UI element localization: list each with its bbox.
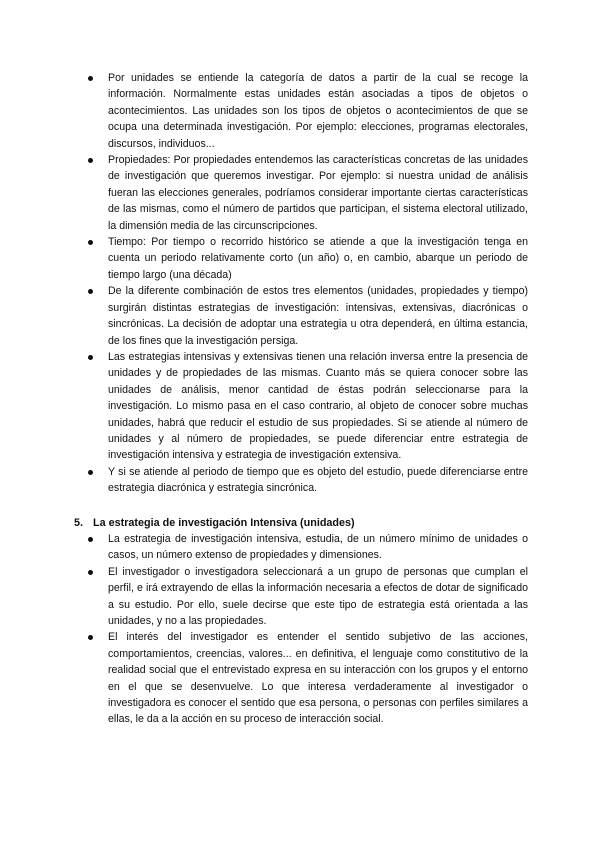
list-item-text: El interés del investigador es entender el sentido subjetivo de las acciones, comportamientos, creencias, valores... en definitiva, el lenguaje como constitutivo de la realidad social que el entrevistado expresa en su interacción con los grupos y el entorno en el que se desenvuelve. Lo que interesa verdaderamente al investigador o investigadora es conocer el sentido que esa persona, o personas con perfiles similares a ellas, le da a la acción en su proceso de interacción social. bbox=[108, 631, 528, 726]
section-number: 5. bbox=[74, 516, 84, 529]
list-item bbox=[88, 531, 528, 564]
list-item-text: Las estrategias intensivas y extensivas tienen una relación inversa entre la presencia de unidades y de propiedades de las mismas. Cuanto más se quiera conocer sobre las unidades de análisis, menor cantidad de éstas podrán seleccionarse para la investigación. Lo mismo pasa en el caso contrario, al objeto de conocer sobre muchas unidades, habrá que reducir el estudio de sus propiedades. Si se atiende al número de unidades y al número de propiedades, se puede diferenciar entre estrategia de investigación intensiva y estrategia de investigación extensiva. bbox=[108, 350, 528, 462]
list-item bbox=[88, 70, 528, 152]
list-item bbox=[88, 564, 528, 630]
bullet-icon bbox=[88, 289, 93, 294]
list-item bbox=[88, 629, 528, 727]
list-item-text: La estrategia de investigación intensiva, estudia, de un número mínimo de unidades o casos, un número extenso de propiedades y dimensiones. bbox=[108, 532, 528, 562]
list-item bbox=[88, 283, 528, 349]
section-heading bbox=[74, 515, 528, 531]
list-item bbox=[88, 234, 528, 283]
bullet-icon bbox=[88, 240, 93, 245]
bullet-icon bbox=[88, 76, 93, 81]
list-item-text: Propiedades: Por propiedades entendemos las características concretas de las unidades de investigación que queremos investigar. Por ejemplo: si nuestra unidad de análisis fueran las elecciones generales, podríamos considerar importante ciertas características de las mismas, como el número de partidos que participan, el sistema electoral utilizado, la dimensión media de las circunscripciones. bbox=[108, 154, 528, 232]
bullet-icon bbox=[88, 470, 93, 475]
bullet-list-section-1 bbox=[88, 70, 528, 497]
bullet-icon bbox=[88, 635, 93, 640]
list-item-text: Tiempo: Por tiempo o recorrido histórico se atiende a que la investigación tenga en cuenta un periodo relativamente corto (un año) o, en cambio, abarque un periodo de tiempo largo (una década) bbox=[108, 236, 528, 281]
bullet-icon bbox=[88, 355, 93, 360]
bullet-list-section-5 bbox=[88, 531, 528, 728]
list-item-text: El investigador o investigadora seleccionará a un grupo de personas que cumplan el perfil, e irá extrayendo de ellas la información necesaria a efectos de dotar de significado a su estudio. Por ello, suele decirse que este tipo de estrategia está orientada a las unidades, y no a las propiedades. bbox=[108, 565, 528, 627]
bullet-icon bbox=[88, 570, 93, 575]
section-title: La estrategia de investigación Intensiva (unidades) bbox=[93, 516, 355, 529]
bullet-icon bbox=[88, 537, 93, 542]
list-item-text: De la diferente combinación de estos tres elementos (unidades, propiedades y tiempo) surgirán distintas estrategias de investigación: intensivas, extensivas, diacrónicas o sincrónicas. La decisión de adoptar una estrategia u otra dependerá, en última estancia, de los fines que la investigación persiga. bbox=[108, 285, 528, 347]
list-item bbox=[88, 349, 528, 464]
list-item-text: Por unidades se entiende la categoría de datos a partir de la cual se recoge la información. Normalmente estas unidades están asociadas a tipos de objetos o acontecimientos. Las unidades son los tipos de objetos o acontecimientos de que se ocupa una determinada investigación. Por ejemplo: elecciones, programas electorales, discursos, individuos... bbox=[108, 72, 528, 150]
list-item bbox=[88, 152, 528, 234]
list-item bbox=[88, 464, 528, 497]
bullet-icon bbox=[88, 158, 93, 163]
list-item-text: Y si se atiende al periodo de tiempo que es objeto del estudio, puede diferenciarse entre estrategia diacrónica y estrategia sincrónica. bbox=[108, 465, 528, 495]
